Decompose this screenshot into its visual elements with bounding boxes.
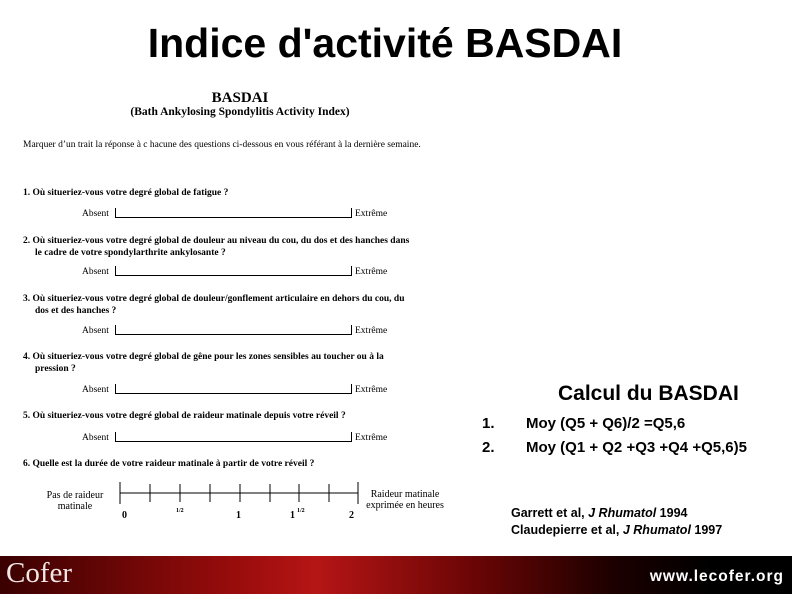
question-4-text-cont: pression ? — [35, 363, 76, 374]
reference-1 — [511, 506, 687, 520]
tick-1-5: 1 — [290, 510, 295, 521]
time-scale-left-label-line1: Pas de raideur — [46, 490, 104, 501]
scale-left-label: Absent — [82, 326, 109, 336]
scale-left-label: Absent — [82, 267, 109, 277]
tick-0: 0 — [122, 510, 127, 521]
scale-right-label: Extrême — [355, 385, 388, 395]
time-scale-right-label-line2: exprimée en heures — [366, 500, 444, 511]
tick-1: 1 — [236, 510, 241, 521]
question-6-text: 6. Quelle est la durée de votre raideur matinale à partir de votre réveil ? — [23, 459, 315, 469]
calcul-item-1-number: 1. — [482, 415, 495, 432]
scale-right-label: Extrême — [355, 209, 388, 219]
tick-2: 2 — [349, 510, 354, 521]
question-3-text-cont: dos et des hanches ? — [35, 305, 117, 316]
scale-left-label: Absent — [82, 433, 109, 443]
time-scale-left-label-line2: matinale — [57, 501, 93, 512]
vas-line-4[interactable] — [115, 384, 352, 394]
website-link[interactable]: www.lecofer.org — [649, 568, 784, 585]
question-2 — [23, 236, 468, 259]
vas-line-2[interactable] — [115, 266, 352, 276]
morning-stiffness-scale[interactable] — [0, 470, 470, 540]
slide-title: Indice d'activité BASDAI — [147, 20, 623, 66]
question-4-text: 4. Où situeriez-vous votre degré global de gêne pour les zones sensibles au toucher ou à la — [23, 352, 384, 362]
calcul-title: Calcul du BASDAI — [558, 382, 739, 405]
scale-right-label: Extrême — [355, 433, 388, 443]
question-4 — [23, 352, 468, 375]
reference-2 — [511, 523, 722, 537]
scale-right-label: Extrême — [355, 267, 388, 277]
reference-1-authors: Garrett et al, — [511, 506, 589, 520]
reference-1-year: 1994 — [656, 506, 688, 520]
time-scale-right-label-line1: Raideur matinale — [370, 489, 440, 500]
reference-2-journal: J Rhumatol — [622, 523, 691, 537]
vas-line-3[interactable] — [115, 325, 352, 335]
calcul-item-2-number: 2. — [482, 439, 495, 456]
question-6 — [23, 459, 468, 471]
vas-line-1[interactable] — [115, 208, 352, 218]
form-title: BASDAI — [211, 90, 269, 106]
time-scale-right-label — [360, 489, 450, 511]
brand-logo: Cofer — [6, 557, 73, 589]
question-1-text: 1. Où situeriez-vous votre degré global de fatigue ? — [23, 188, 229, 198]
question-2-text-cont: le cadre de votre spondylarthrite ankylosante ? — [35, 247, 226, 258]
reference-2-authors: Claudepierre et al, — [511, 523, 623, 537]
tick-half: 1/2 — [176, 508, 184, 514]
form-subtitle: (Bath Ankylosing Spondylitis Activity Index) — [130, 106, 350, 118]
footer-bar — [0, 556, 792, 594]
reference-1-journal: J Rhumatol — [588, 506, 657, 520]
question-3-text: 3. Où situeriez-vous votre degré global de douleur/gonflement articulaire en dehors du cou, du — [23, 294, 405, 304]
question-1 — [23, 188, 468, 200]
calcul-item-2-text: Moy (Q1 + Q2 +Q3 +Q4 +Q5,6)5 — [526, 439, 747, 456]
reference-2-year: 1997 — [690, 523, 723, 537]
question-2-text: 2. Où situeriez-vous votre degré global de douleur au niveau du cou, du dos et des hanches dans — [23, 236, 410, 246]
calcul-item-1-text: Moy (Q5 + Q6)/2 =Q5,6 — [526, 415, 686, 432]
vas-line-5[interactable] — [115, 432, 352, 442]
form-instructions: Marquer d’un trait la réponse à c hacune des questions ci-dessous en vous référant à la dernière semaine. — [23, 140, 421, 150]
question-5-text: 5. Où situeriez-vous votre degré global de raideur matinale depuis votre réveil ? — [23, 411, 346, 421]
scale-right-label: Extrême — [355, 326, 388, 336]
question-3 — [23, 294, 468, 317]
scale-left-label: Absent — [82, 209, 109, 219]
scale-left-label: Absent — [82, 385, 109, 395]
question-5 — [23, 411, 468, 423]
tick-1-5-fraction: 1/2 — [297, 508, 305, 514]
